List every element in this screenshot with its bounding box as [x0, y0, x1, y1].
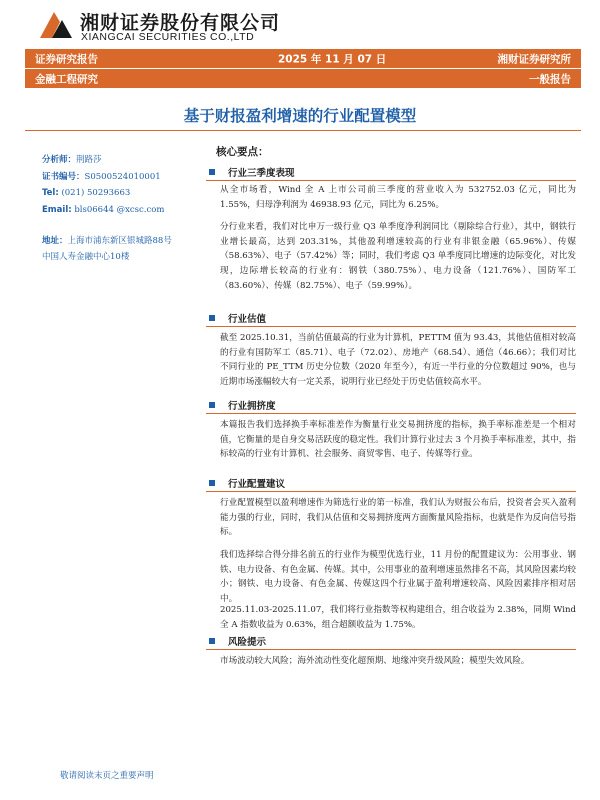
report-category: 金融工程研究 [35, 73, 98, 85]
xiangcai-logo-icon [38, 8, 74, 42]
square-bullet-icon [209, 638, 215, 644]
institute-name: 湘财证券研究所 [497, 53, 571, 65]
section-heading-valuation: 行业估值 [206, 311, 576, 327]
header-bar-bottom [25, 69, 581, 88]
section-heading-risk: 风险提示 [206, 634, 576, 650]
analyst-name: 荆路莎 [76, 155, 102, 165]
section-heading-q3: 行业三季度表现 [206, 165, 576, 181]
email-row: Email: bls06644 @xcsc.com [42, 204, 165, 215]
analyst-name-row: 分析师：荆路莎 [42, 155, 102, 165]
key-points-title: 核心要点： [216, 146, 269, 158]
analyst-info [42, 152, 202, 218]
paragraph: 本篇报告我们选择换手率标准差作为衡量行业交易拥挤度的指标，换手率标准差是一个相对值，它衡量的是自身交易活跃度的稳定性。我们计算行业过去 3 个月换手率标准差，其中，指标较高的行业有计算机、社会服务、商贸零售、电子、传媒等行业。 [220, 420, 576, 460]
section-heading-allocation: 行业配置建议 [206, 476, 576, 492]
tel-row: Tel: (021) 50293663 [42, 188, 131, 198]
cert-number: S0500524010001 [84, 171, 161, 182]
company-logo [38, 6, 281, 46]
company-name-cn: 湘财证券股份有限公司 [80, 12, 281, 34]
title-divider [25, 130, 581, 131]
company-name-en: XIANGCAI SECURITIES CO.,LTD [81, 31, 255, 43]
tel-number: (021) 50293663 [61, 188, 131, 198]
square-bullet-icon [209, 169, 215, 175]
footer-disclaimer[interactable]: 敬请阅读末页之重要声明 [60, 771, 154, 781]
square-bullet-icon [209, 402, 215, 408]
paragraph: 我们选择综合得分排名前五的行业作为模型优选行业，11 月份的配置建议为：公用事业、钢铁、电力设备、有色金属、传媒。其中，公用事业的盈利增速虽然排名不高，其风险因素均较小；钢铁、电力设备、有色金属、传媒这四个行业属于盈利增速较高、风险因素排序相对居中。 [220, 550, 576, 605]
paragraph: 分行业来看，我们对比申万一级行业 Q3 单季度净利润同比（剔除综合行业），其中，钢铁行业增长最高，达到 203.31%，其他盈利增速较高的行业有非银金融（65.96%）、传媒（58.63%）、电子（57.42%）等；同时，我们考虑 Q3 单季度同比增速的边际变化，对比发现，边际增长较高的行业有：钢铁（380.75%）、电力设备（121.76%）、国防军工（83.60%）、传媒（82.75%）、电子（59.99%）。 [220, 222, 576, 291]
address-block: 地址：上海市浦东新区银城路88号 中国人寿金融中心10楼 [42, 233, 202, 265]
section-heading-crowding: 行业拥挤度 [206, 398, 576, 414]
paragraph: 截至 2025.10.31，当前估值最高的行业为计算机，PETTM 值为 93.43，其他估值相对较高的行业有国防军工（85.71）、电子（72.02）、房地产（68.54）、通信（46.66）；我们对比不同行业的 PE_TTM 历史分位数（2020 年至今），有近一半行业的分位数超过 90%，也与近期市场涨幅较大有一定关系，说明行业已经处于历史估值较高水平。 [220, 333, 576, 388]
square-bullet-icon [209, 480, 215, 486]
paragraph: 2025.11.03-2025.11.07，我们将行业指数等权构建组合，组合收益为 2.38%，同期 Wind 全 A 指数收益为 0.63%，组合超额收益为 1.75%。 [220, 605, 576, 630]
cert-row: 证书编号：S0500524010001 [42, 171, 161, 182]
report-title: 基于财报盈利增速的行业配置模型 [183, 107, 417, 125]
address-line-1: 上海市浦东新区银城路88号 [67, 236, 172, 246]
paragraph: 市场波动较大风险；海外流动性变化超预期、地缘冲突升级风险；模型失效风险。 [220, 656, 530, 666]
email-address[interactable]: bls06644 @xcsc.com [74, 204, 165, 215]
report-date: 2025 年 11 月 07 日 [278, 53, 387, 65]
paragraph: 行业配置模型以盈利增速作为筛选行业的第一标准，我们认为财报公布后，投资者会买入盈利能力强的行业，同时，我们从估值和交易拥挤度两方面衡量风险指标，也就是作为反向信号指标。 [220, 498, 576, 538]
report-kind: 一般报告 [529, 73, 571, 85]
address-line-2: 中国人寿金融中心10楼 [42, 252, 130, 262]
header-bar-top [25, 49, 581, 68]
square-bullet-icon [209, 315, 215, 321]
paragraph: 从全市场看，Wind 全 A 上市公司前三季度的营业收入为 532752.03 亿元，同比为 1.55%，归母净利润为 46938.93 亿元，同比为 6.25%。 [220, 185, 576, 210]
report-type: 证券研究报告 [35, 53, 98, 65]
